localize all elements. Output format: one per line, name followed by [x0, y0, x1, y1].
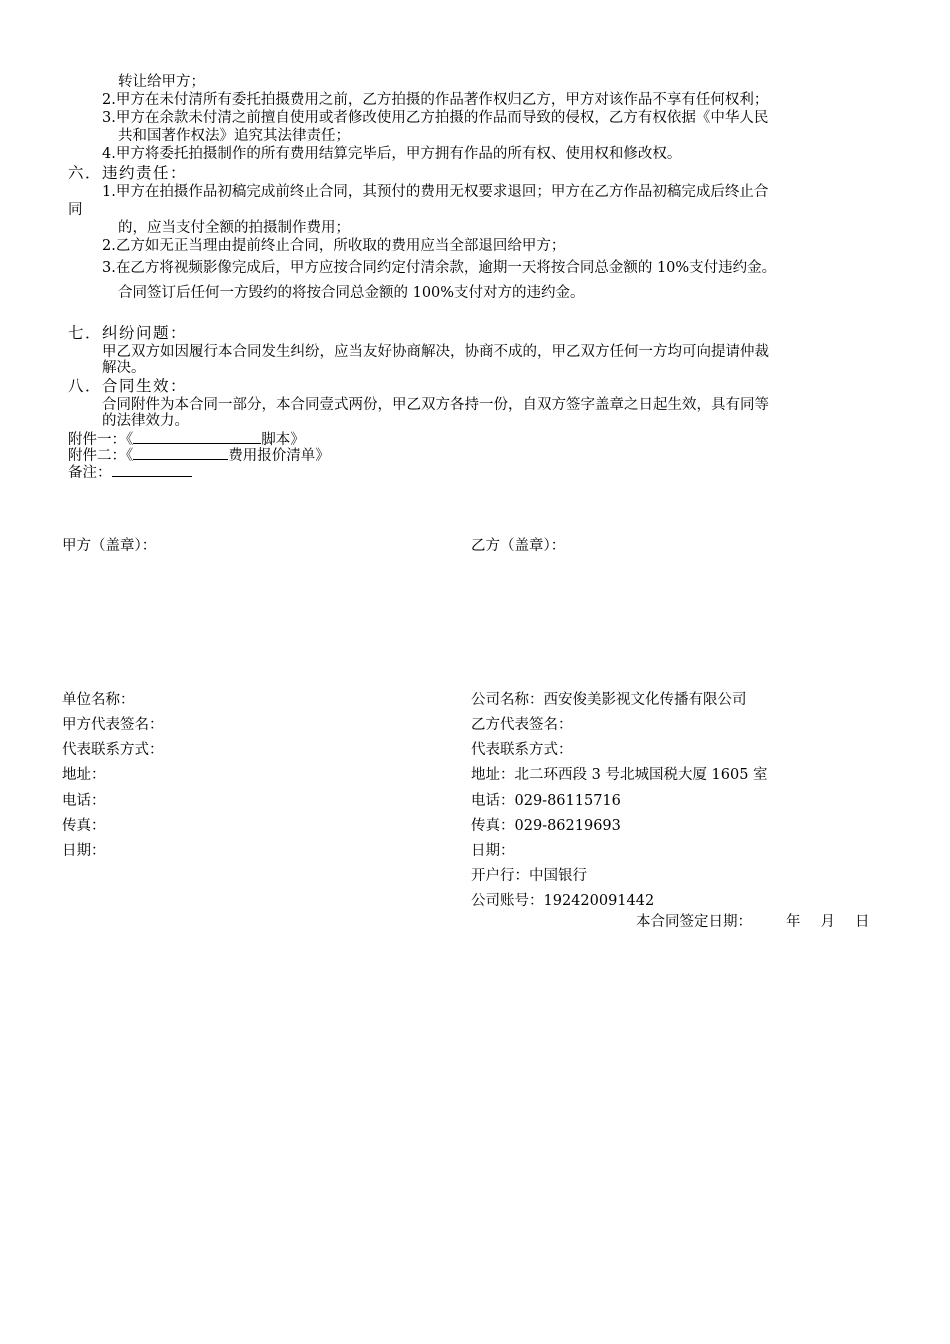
party-a-seal: 甲方（盖章）：: [62, 538, 157, 554]
remark-label: 备注：: [68, 465, 112, 481]
party-a-date: 日期：: [62, 843, 106, 859]
party-a-rep-contact: 代表联系方式：: [62, 742, 164, 758]
s6-item1b: 同: [68, 202, 83, 218]
party-b-address: 地址：北二环西段 3 号北城国税大厦 1605 室: [471, 767, 768, 783]
s6-item1c: 的，应当支付全额的拍摄制作费用；: [118, 220, 350, 236]
s6-note: 合同签订后任何一方毁约的将按合同总金额的 100%支付对方的违约金。: [118, 285, 585, 301]
party-a-unit: 单位名称：: [62, 692, 135, 708]
sign-date-label: 本合同签定日期：: [636, 914, 752, 930]
s8-line2: 的法律效力。: [102, 413, 189, 429]
s5-item4: 4.甲方将委托拍摄制作的所有费用结算完毕后，甲方拥有作品的所有权、使用权和修改权。: [102, 146, 682, 162]
s5-item2: 2.甲方在未付清所有委托拍摄费用之前，乙方拍摄的作品著作权归乙方，甲方对该作品不享有任何权利；: [102, 92, 769, 108]
s6-heading: 六．违约责任：: [68, 164, 188, 182]
party-b-fax: 传真：029-86219693: [471, 818, 621, 834]
s5-item3a: 3.甲方在余款未付清之前擅自使用或者修改使用乙方拍摄的作品而导致的侵权，乙方有权依据《中华人民: [102, 110, 769, 126]
remark-blank: [112, 463, 192, 477]
party-b-seal: 乙方（盖章）：: [471, 538, 566, 554]
s5-item3b: 共和国著作权法》追究其法律责任；: [118, 128, 350, 144]
party-a-rep-sign: 甲方代表签名：: [62, 717, 164, 733]
s8-heading: 八．合同生效：: [68, 377, 188, 395]
party-a-address: 地址：: [62, 767, 106, 783]
party-a-fax: 传真：: [62, 818, 106, 834]
s6-item2: 2.乙方如无正当理由提前终止合同，所收取的费用应当全部退回给甲方；: [102, 238, 566, 254]
sign-date: [636, 913, 870, 931]
party-b-date: 日期：: [471, 843, 515, 859]
attachment-1-blank: [133, 430, 261, 444]
attachment-2-prefix: 附件二：《: [68, 448, 134, 464]
s7-line1: 甲乙双方如因履行本合同发生纠纷，应当友好协商解决，协商不成的，甲乙双方任何一方均可向提请仲裁: [102, 344, 769, 360]
s7-heading: 七．纠纷问题：: [68, 324, 188, 342]
sign-date-month: 月: [820, 914, 835, 930]
s6-item1a: 1.甲方在拍摄作品初稿完成前终止合同，其预付的费用无权要求退回；甲方在乙方作品初稿完成后终止合: [102, 184, 769, 200]
sign-date-year: 年: [786, 914, 801, 930]
party-b-rep-contact: 代表联系方式：: [471, 742, 573, 758]
s5-line0: 转让给甲方；: [118, 74, 205, 90]
party-b-rep-sign: 乙方代表签名：: [471, 717, 573, 733]
s8-line1: 合同附件为本合同一部分，本合同壹式两份，甲乙双方各持一份，自双方签字盖章之日起生效，具有同等: [102, 397, 769, 413]
party-b-account: 公司账号：192420091442: [471, 893, 655, 909]
attachment-1-suffix: 脚本》: [261, 432, 305, 448]
remark: [68, 463, 192, 482]
s7-line2: 解决。: [102, 360, 146, 376]
sign-date-day: 日: [855, 914, 870, 930]
attachment-2-blank: [133, 446, 228, 460]
s6-item3: 3.在乙方将视频影像完成后，甲方应按合同约定付清余款，逾期一天将按合同总金额的 10%支付违约金。: [102, 260, 777, 276]
attachment-2-suffix: 费用报价清单》: [228, 448, 330, 464]
attachment-1-prefix: 附件一：《: [68, 432, 134, 448]
party-a-phone: 电话：: [62, 793, 106, 809]
party-b-phone: 电话：029-86115716: [471, 793, 621, 809]
party-b-company: 公司名称：西安俊美影视文化传播有限公司: [471, 692, 747, 708]
party-b-bank: 开户行：中国银行: [471, 868, 587, 884]
